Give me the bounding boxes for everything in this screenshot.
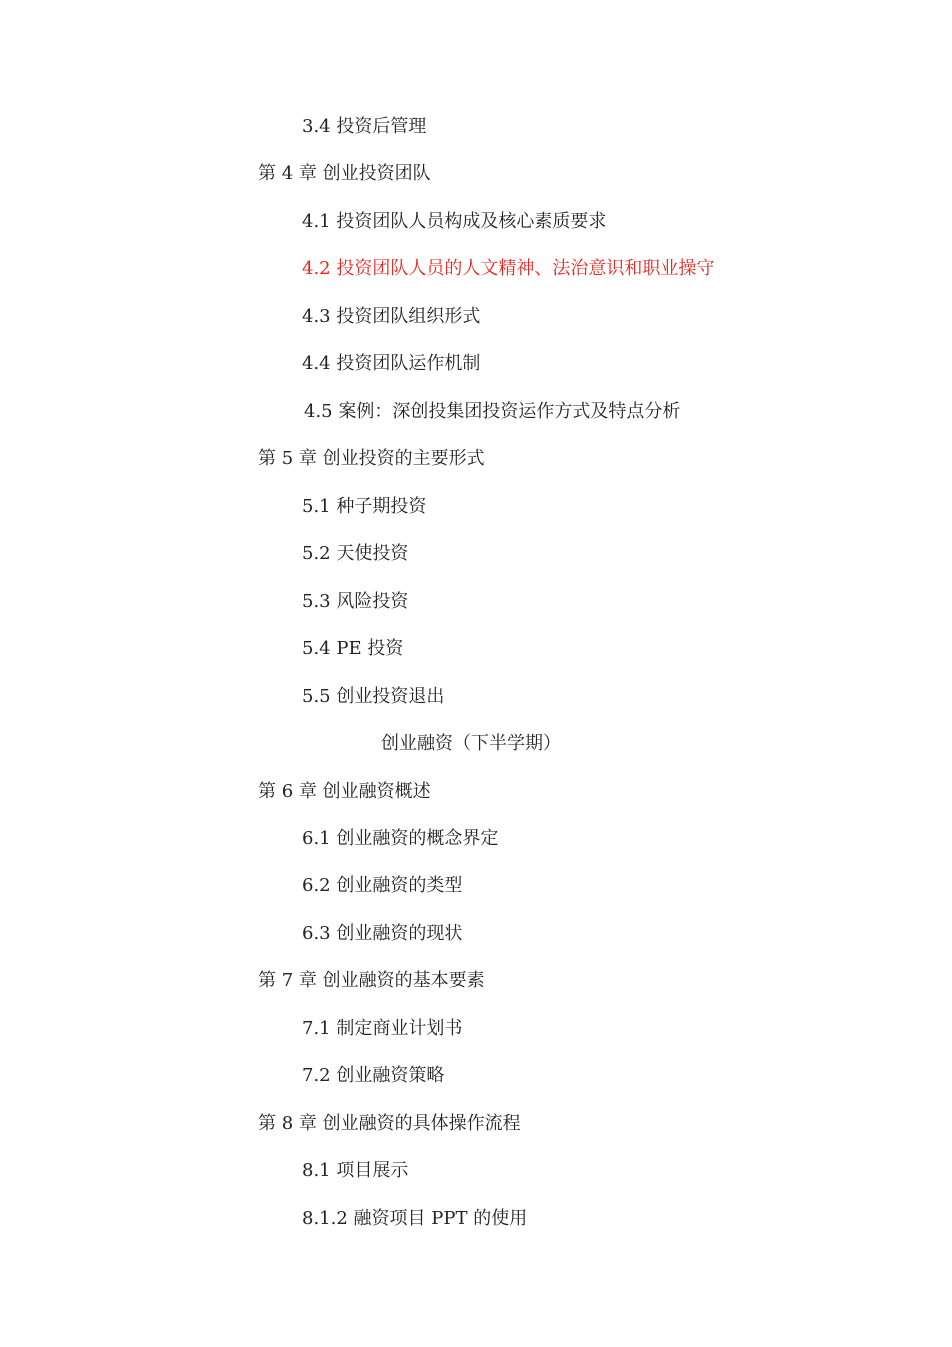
toc-chapter-7: 第 7 章 创业融资的基本要素 [258,970,485,991]
toc-section-4-1: 4.1 投资团队人员构成及核心素质要求 [302,211,607,232]
toc-section-4-5: 4.5 案例：深创投集团投资运作方式及特点分析 [304,401,681,422]
toc-section-5-1: 5.1 种子期投资 [302,496,427,517]
toc-section-5-4: 5.4 PE 投资 [302,638,404,659]
toc-section-8-1-2: 8.1.2 融资项目 PPT 的使用 [302,1208,528,1229]
toc-section-5-2: 5.2 天使投资 [302,543,409,564]
toc-chapter-5: 第 5 章 创业投资的主要形式 [258,448,485,469]
toc-section-6-1: 6.1 创业融资的概念界定 [302,828,499,849]
toc-section-6-2: 6.2 创业融资的类型 [302,875,463,896]
toc-section-4-3: 4.3 投资团队组织形式 [302,306,481,327]
toc-chapter-8: 第 8 章 创业融资的具体操作流程 [258,1113,521,1134]
toc-part-heading: 创业融资（下半学期） [381,733,561,754]
toc-chapter-6: 第 6 章 创业融资概述 [258,781,431,802]
toc-section-5-3: 5.3 风险投资 [302,591,409,612]
toc-section-8-1: 8.1 项目展示 [302,1160,409,1181]
toc-chapter-4: 第 4 章 创业投资团队 [258,163,431,184]
toc-section-6-3: 6.3 创业融资的现状 [302,923,463,944]
toc-section-3-4: 3.4 投资后管理 [302,116,427,137]
toc-section-4-2-highlighted: 4.2 投资团队人员的人文精神、法治意识和职业操守 [302,258,715,279]
toc-section-5-5: 5.5 创业投资退出 [302,686,445,707]
toc-section-4-4: 4.4 投资团队运作机制 [302,353,481,374]
toc-section-7-1: 7.1 制定商业计划书 [302,1018,463,1039]
toc-section-7-2: 7.2 创业融资策略 [302,1065,445,1086]
